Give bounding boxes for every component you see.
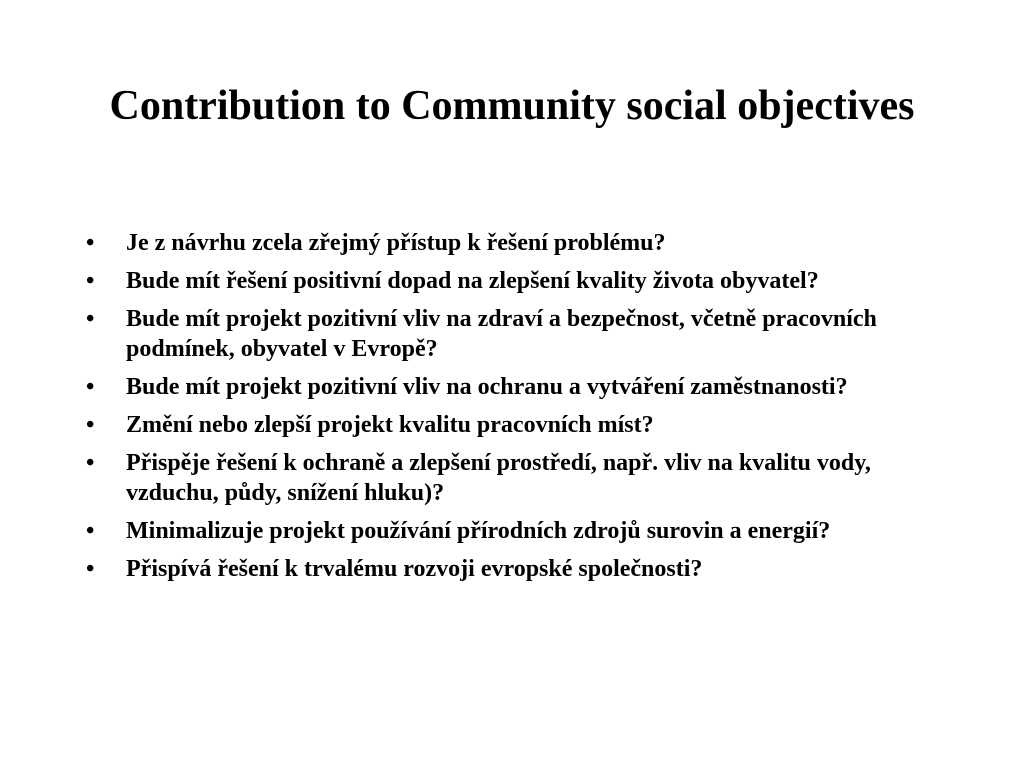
bullet-text: Bude mít projekt pozitivní vliv na zdraví a bezpečnost, včetně pracovních podmínek, obyvatel v Evropě? [126, 306, 877, 362]
bullet-text: Přispívá řešení k trvalému rozvoji evropské společnosti? [126, 556, 703, 582]
bullet-icon: • [86, 412, 95, 438]
bullet-text: Minimalizuje projekt používání přírodních zdrojů surovin a energií? [126, 518, 831, 544]
bullet-icon: • [86, 518, 95, 544]
bullet-item [86, 266, 956, 296]
bullet-text: Bude mít projekt pozitivní vliv na ochranu a vytváření zaměstnanosti? [126, 374, 848, 400]
bullet-item [86, 554, 956, 584]
bullet-text: Je z návrhu zcela zřejmý přístup k řešení problému? [126, 230, 666, 256]
bullet-item [86, 448, 956, 508]
bullet-icon: • [86, 374, 95, 400]
bullet-icon: • [86, 306, 95, 332]
bullet-item [86, 228, 956, 258]
bullet-list [86, 228, 956, 592]
bullet-item [86, 516, 956, 546]
bullet-text: Změní nebo zlepší projekt kvalitu pracovních míst? [126, 412, 654, 438]
bullet-item [86, 304, 956, 364]
bullet-icon: • [86, 556, 95, 582]
bullet-item [86, 410, 956, 440]
bullet-icon: • [86, 450, 95, 476]
bullet-text: Bude mít řešení positivní dopad na zlepšení kvality života obyvatel? [126, 268, 819, 294]
slide-title: Contribution to Community social objectives [109, 83, 915, 129]
bullet-text: Přispěje řešení k ochraně a zlepšení prostředí, např. vliv na kvalitu vody, vzduchu, půdy, snížení hluku)? [126, 450, 871, 506]
bullet-icon: • [86, 268, 95, 294]
bullet-item [86, 372, 956, 402]
bullet-icon: • [86, 230, 95, 256]
